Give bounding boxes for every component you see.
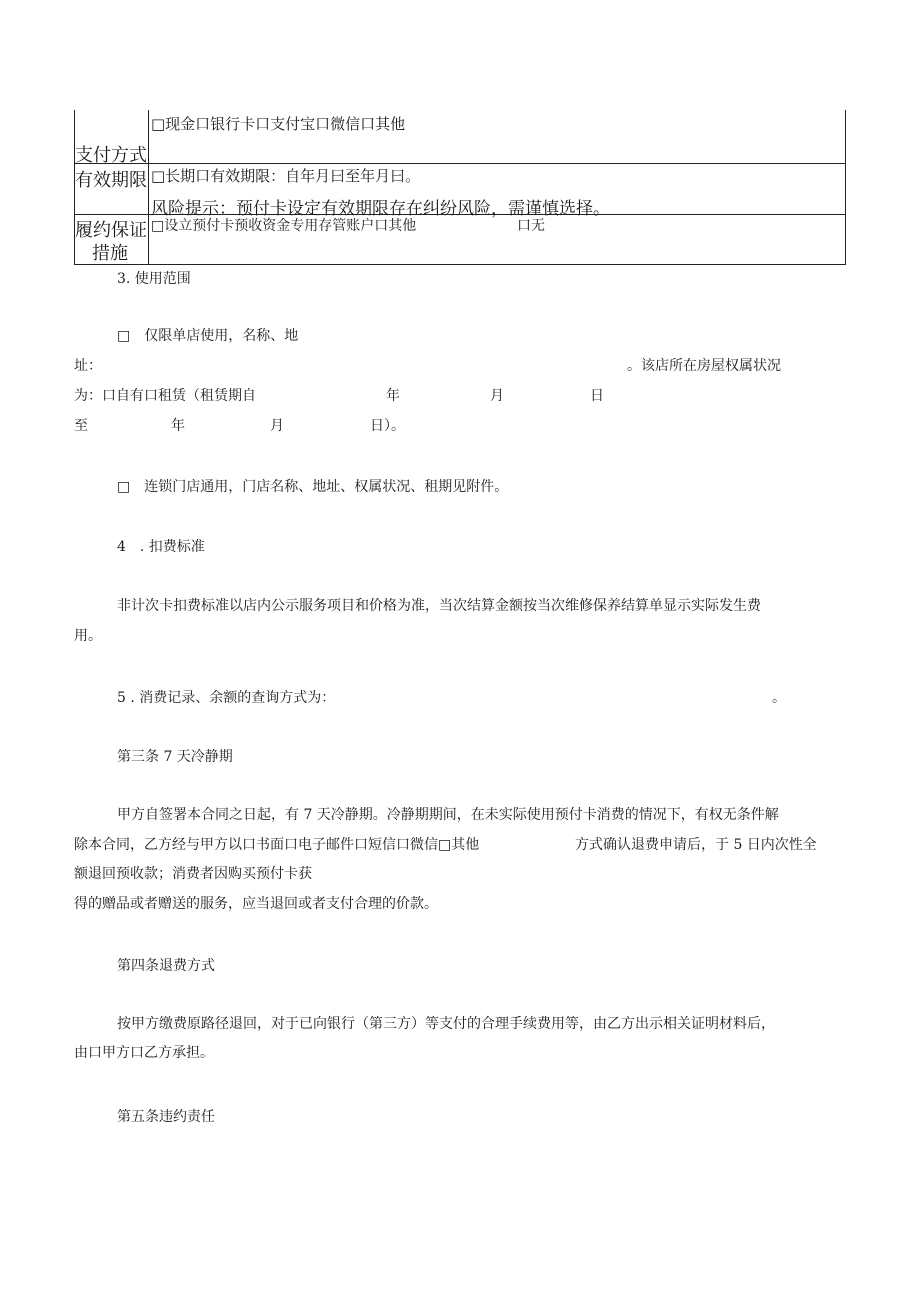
article5-heading: 第五条违约责任	[117, 1109, 215, 1125]
section3-single-store-option: □ 仅限单店使用，名称、地	[117, 328, 299, 344]
section3-address-prefix: 址：	[74, 358, 102, 374]
guarantee-label-line2: 措施	[92, 243, 128, 264]
section3-month: 月	[490, 388, 504, 404]
section5-end: 。	[772, 690, 786, 706]
section3-heading: 3. 使用范围	[117, 271, 191, 287]
section3-chain-option: □ 连锁门店通用，门店名称、地址、权属状况、租期见附件。	[117, 479, 509, 495]
guarantee-options: □设立预付卡预收资金专用存管账户口其他	[151, 218, 417, 234]
article4-line1: 按甲方缴费原路径退回，对于已向银行（第三方）等支付的合理手续费用等，由乙方出示相关证明材料后，	[117, 1016, 775, 1032]
article3-line3: 额退回预收款；消费者因购买预付卡获	[74, 866, 312, 882]
article4-heading: 第四条退费方式	[117, 958, 215, 974]
article3-line2b: 方式确认退费申请后，于 5 日内次性全	[575, 837, 817, 853]
article3-line1: 甲方自签署本合同之日起，有 7 天冷静期。冷静期期间，在未实际使用预付卡消费的情况下，有权无条件解	[117, 807, 779, 823]
guarantee-none-option: 口无	[517, 218, 545, 234]
section4-heading: 4 . 扣费标准	[117, 539, 205, 555]
section5-text: 5 . 消费记录、余额的查询方式为：	[117, 690, 336, 706]
article3-line2a: 除本合同，乙方经与甲方以口书面口电子邮件口短信口微信□其他	[74, 837, 480, 853]
section3-year: 年	[386, 388, 400, 404]
section3-address-suffix: 。该店所在房屋权属状况	[627, 358, 781, 374]
table-border-bottom	[74, 264, 846, 265]
info-table	[74, 110, 846, 265]
section4-line1: 非计次卡扣费标准以店内公示服务项目和价格为准，当次结算金额按当次维修保养结算单显示实际发生费	[117, 598, 761, 614]
section3-to: 至	[74, 418, 88, 434]
guarantee-label-line1: 履约保证	[75, 220, 147, 241]
section3-month-end: 月	[270, 418, 284, 434]
table-row-divider-1	[74, 163, 846, 164]
section3-day-end: 日）。	[370, 418, 405, 434]
section3-year-end: 年	[171, 418, 185, 434]
validity-period-label: 有效期限	[75, 170, 147, 191]
validity-period-options: □长期口有效期限：自年月曰至年月曰。	[151, 167, 421, 185]
payment-method-options: □现金口银行卡口支付宝口微信口其他	[151, 115, 406, 133]
article3-line4: 得的赠品或者赠送的服务，应当退回或者支付合理的价款。	[74, 896, 438, 912]
table-border-right	[845, 110, 846, 265]
risk-warning: 风险提示：预付卡设定有效期限存在纠纷风险，需谨慎选择。	[151, 199, 610, 219]
section4-line2: 用。	[74, 628, 102, 644]
payment-method-label: 支付方式	[75, 145, 147, 166]
section3-day: 日	[590, 388, 604, 404]
table-divider-vertical	[148, 110, 149, 265]
section3-property-prefix: 为：口自有口租赁（租赁期自	[74, 388, 256, 404]
article4-line2: 由口甲方口乙方承担。	[74, 1045, 214, 1061]
article3-heading: 第三条 7 天冷静期	[117, 749, 233, 765]
